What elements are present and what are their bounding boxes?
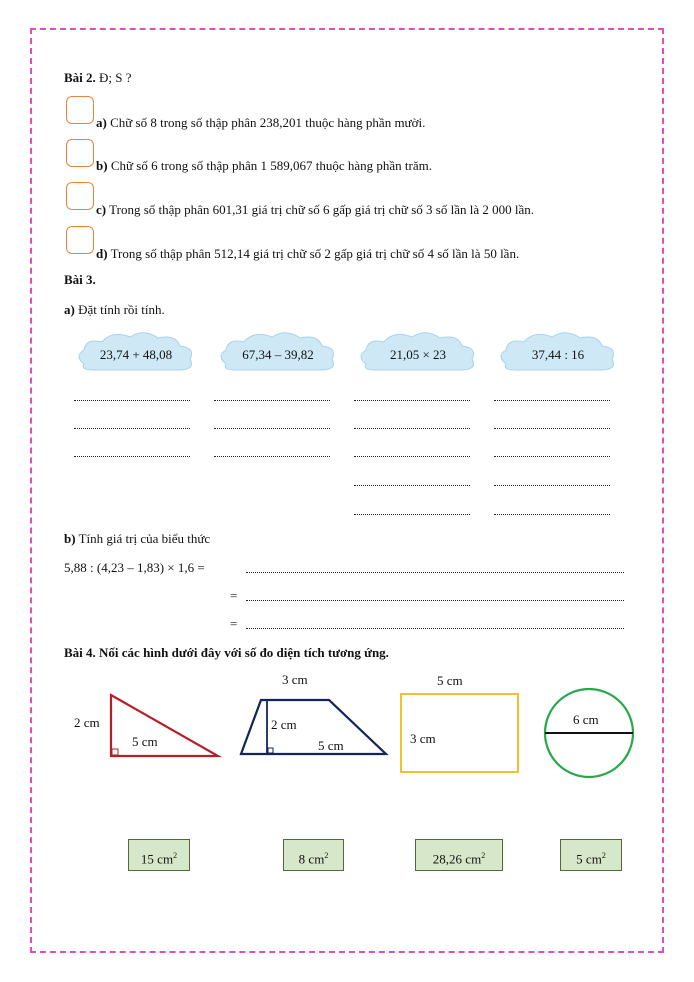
answer-line[interactable] bbox=[246, 628, 624, 629]
calc-3-text: 21,05 × 23 bbox=[389, 347, 447, 362]
calc-2-text: 67,34 – 39,82 bbox=[242, 347, 314, 362]
statement-a bbox=[96, 115, 425, 131]
bai2-subtitle: Đ; S ? bbox=[99, 70, 132, 85]
part-a-label: a) bbox=[64, 302, 75, 317]
rectangle-height-label: 3 cm bbox=[410, 731, 436, 746]
answer-option-2[interactable] bbox=[283, 839, 344, 871]
answer-1-value: 15 cm bbox=[140, 851, 174, 867]
work-line[interactable] bbox=[74, 428, 190, 429]
cloud-calc-2 bbox=[214, 326, 342, 376]
work-line[interactable] bbox=[494, 428, 610, 429]
work-line[interactable] bbox=[354, 485, 470, 486]
work-line[interactable] bbox=[214, 456, 330, 457]
statement-c-text: Trong số thập phân 601,31 giá trị chữ số 6 gấp giá trị chữ số 3 số lần là 2 000 lần. bbox=[109, 202, 534, 217]
expression: 5,88 : (4,23 – 1,83) × 1,6 = bbox=[64, 560, 205, 575]
statement-b-label: b) bbox=[96, 158, 108, 173]
work-line[interactable] bbox=[494, 514, 610, 515]
bai2-heading bbox=[64, 70, 132, 86]
answer-4-exp: 2 bbox=[601, 851, 606, 860]
trapezoid-base-label: 5 cm bbox=[318, 738, 344, 753]
triangle-shape[interactable] bbox=[108, 692, 224, 762]
answer-option-3[interactable] bbox=[415, 839, 503, 871]
calc-1-text: 23,74 + 48,08 bbox=[99, 347, 173, 362]
answer-4-value: 5 cm bbox=[576, 851, 602, 867]
bai3-title: Bài 3. bbox=[64, 272, 96, 287]
statement-d-label: d) bbox=[96, 246, 108, 261]
trapezoid-height-label: 2 cm bbox=[271, 717, 297, 732]
answer-line[interactable] bbox=[246, 600, 624, 601]
bai4-title: Bài 4. Nối các hình dưới đây với số đo diện tích tương ứng. bbox=[64, 645, 389, 660]
equals-sign: = bbox=[230, 616, 238, 631]
work-line[interactable] bbox=[74, 456, 190, 457]
answer-option-4[interactable] bbox=[560, 839, 622, 871]
answer-1-exp: 2 bbox=[173, 851, 178, 860]
circle-shape[interactable] bbox=[541, 688, 637, 780]
answer-box-d[interactable] bbox=[66, 226, 94, 254]
circle-diameter-label: 6 cm bbox=[573, 712, 599, 727]
work-line[interactable] bbox=[354, 514, 470, 515]
bai2-title: Bài 2. bbox=[64, 70, 96, 85]
bai3-part-b bbox=[64, 531, 210, 547]
statement-d-text: Trong số thập phân 512,14 giá trị chữ số 2 gấp giá trị chữ số 4 số lần là 50 lần. bbox=[110, 246, 520, 261]
work-line[interactable] bbox=[494, 400, 610, 401]
work-line[interactable] bbox=[494, 485, 610, 486]
answer-3-value: 28,26 cm bbox=[432, 851, 482, 867]
answer-2-exp: 2 bbox=[324, 851, 329, 860]
statement-b bbox=[96, 158, 432, 174]
cloud-calc-3 bbox=[354, 326, 482, 376]
answer-2-value: 8 cm bbox=[298, 851, 325, 867]
answer-box-b[interactable] bbox=[66, 139, 94, 167]
triangle-side-label: 2 cm bbox=[74, 715, 100, 730]
statement-c-label: c) bbox=[96, 202, 107, 217]
part-b-label: b) bbox=[64, 531, 76, 546]
work-line[interactable] bbox=[354, 428, 470, 429]
bai3-part-a bbox=[64, 302, 165, 318]
statement-a-label: a) bbox=[96, 115, 107, 130]
work-line[interactable] bbox=[354, 456, 470, 457]
statement-c bbox=[96, 202, 534, 218]
part-b-text: Tính giá trị của biểu thức bbox=[78, 531, 211, 546]
answer-box-c[interactable] bbox=[66, 182, 94, 210]
statement-a-text: Chữ số 8 trong số thập phân 238,201 thuộc hàng phần mười. bbox=[110, 115, 426, 130]
work-line[interactable] bbox=[74, 400, 190, 401]
trapezoid-shape[interactable] bbox=[238, 696, 392, 760]
trapezoid-top-label: 3 cm bbox=[282, 672, 308, 687]
calc-4-text: 37,44 : 16 bbox=[531, 347, 585, 362]
answer-option-1[interactable] bbox=[128, 839, 190, 871]
triangle-base-label: 5 cm bbox=[132, 734, 158, 749]
work-line[interactable] bbox=[214, 400, 330, 401]
answer-box-a[interactable] bbox=[66, 96, 94, 124]
cloud-calc-4 bbox=[494, 326, 622, 376]
part-a-text: Đặt tính rồi tính. bbox=[78, 302, 165, 317]
work-line[interactable] bbox=[354, 400, 470, 401]
work-line[interactable] bbox=[494, 456, 610, 457]
answer-3-exp: 2 bbox=[481, 851, 486, 860]
cloud-calc-1 bbox=[72, 326, 200, 376]
statement-d bbox=[96, 246, 519, 262]
work-line[interactable] bbox=[214, 428, 330, 429]
statement-b-text: Chữ số 6 trong số thập phân 1 589,067 thuộc hàng phần trăm. bbox=[110, 158, 432, 173]
rectangle-width-label: 5 cm bbox=[437, 673, 463, 688]
equals-sign: = bbox=[230, 588, 238, 603]
answer-line[interactable] bbox=[246, 572, 624, 573]
